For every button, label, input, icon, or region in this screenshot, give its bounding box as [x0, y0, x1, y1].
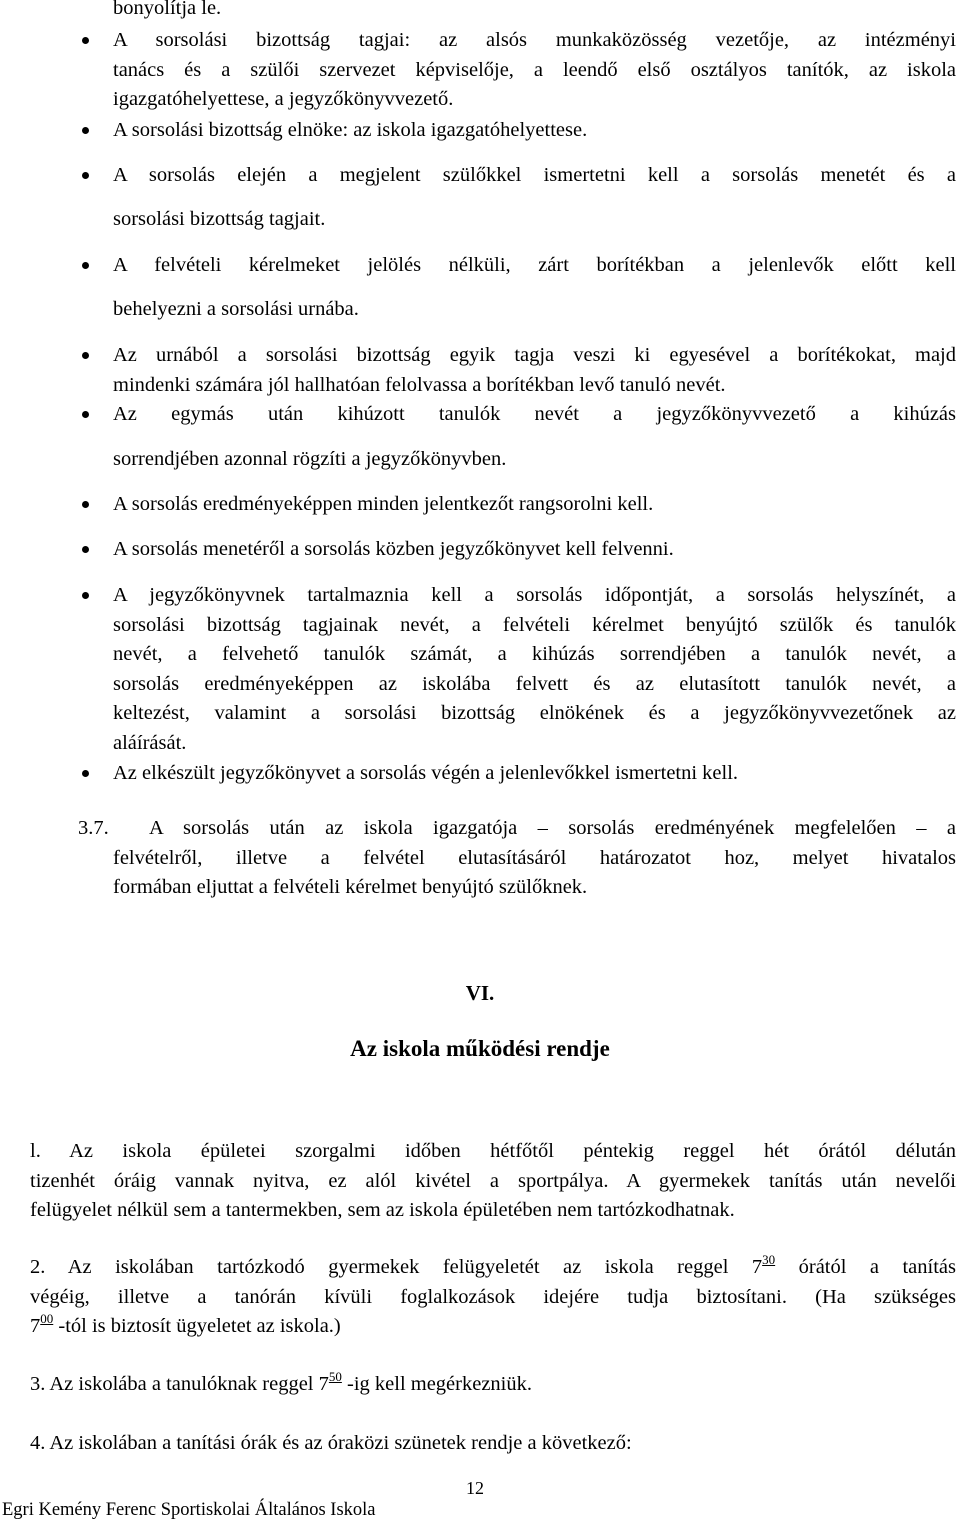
list-item: A sorsolási bizottság tagjai: az alsós munkaközösség vezetője, az intézményi tanács és a szülői szervezet képviselője, a leendő első osztályos tanítók, az iskola igazgatóhelyettese, a jegyzőkönyvvezető.: [113, 29, 956, 110]
list-item-cont: sorrendjében azonnal rögzíti a jegyzőkönyvben.: [113, 448, 507, 470]
bullet-icon: [82, 546, 89, 553]
list-item: Az elkészült jegyzőkönyvet a sorsolás végén a jelenlevőkkel ismertetni kell.: [113, 762, 739, 784]
bullet-icon: [82, 411, 89, 418]
list-item: Az urnából a sorsolási bizottság egyik tagja veszi ki egyesével a borítékokat, majd mindenki számára jól hallhatóan felolvassa a borítékban levő tanuló nevét.: [113, 344, 956, 396]
list-item: A jegyzőkönyvnek tartalmaznia kell a sorsolás időpontját, a sorsolás helyszínét, a sorsolási bizottság tagjainak nevét, a felvételi kérelmet benyújtó szülők és tanulók nevét, a felvehető tanulók számát, a kihúzás sorrendjében a tanulók nevét, a sorsolás eredményeképpen az iskolába felvett és az elutasított tanulók nevét, a keltezést, valamint a sorsolási bizottság elnökének és a jegyzőkönyvvezetőnek az aláírását.: [113, 584, 956, 754]
rule-paragraph-2: 2. Az iskolában tartózkodó gyermekek felügyeletét az iskola reggel $7^{30}$ órától a tanítás végéig, illetve a tanórán kívüli foglalkozások idejére tudja biztosítani. (Ha szükséges $7^{00}$ -tól is biztosít ügyeletet az iskola.): [30, 1252, 956, 1337]
list-item: Az egymás után kihúzott tanulók nevét a jegyzőkönyvvezető a kihúzás: [113, 403, 956, 425]
list-item-cont: behelyezni a sorsolási urnába.: [113, 298, 359, 320]
page-number: 12: [466, 1478, 484, 1498]
list-item: A sorsolás elején a megjelent szülőkkel ismertetni kell a sorsolás menetét és a: [113, 164, 956, 186]
list-item: A sorsolási bizottság elnöke: az iskola igazgatóhelyettese.: [113, 119, 588, 141]
section-number: 3.7.: [78, 817, 109, 839]
footer-school-name: Egri Kemény Ferenc Sportiskolai Általános Iskola: [2, 1500, 376, 1520]
list-item: A sorsolás menetéről a sorsolás közben jegyzőkönyvet kell felvenni.: [113, 538, 674, 560]
bullet-icon: [82, 37, 89, 44]
rule-paragraph-3: 3. Az iskolába a tanulóknak reggel $7^{50}$ -ig kell megérkezniük.: [30, 1369, 533, 1395]
rule-paragraph-4: 4. Az iskolában a tanítási órák és az óraközi szünetek rendje a következő:: [30, 1432, 632, 1454]
bullet-icon: [82, 127, 89, 134]
continued-text: bonyolítja le.: [113, 0, 222, 19]
list-item: A sorsolás eredményeképpen minden jelentkezőt rangsorolni kell.: [113, 493, 654, 515]
bullet-icon: [82, 501, 89, 508]
bullet-icon: [82, 770, 89, 777]
list-item: A felvételi kérelmeket jelölés nélküli, zárt borítékban a jelenlevők előtt kell: [113, 254, 956, 276]
bullet-icon: [82, 592, 89, 599]
rule-paragraph-1: l. Az iskola épületei szorgalmi időben hétfőtől péntekig reggel hét órától délután tizenhét óráig vannak nyitva, ez alól kivétel a sportpálya. A gyermekek tanítás után nevelői felügyelet nélkül sem a tantermekben, sem az iskola épületében nem tartózkodhatnak.: [30, 1140, 956, 1221]
bullet-icon: [82, 172, 89, 179]
section-paragraph: A sorsolás után az iskola igazgatója – sorsolás eredményének megfelelően – a felvételről, illetve a felvétel elutasításáról határozatot hoz, melyet hivatalos formában eljuttat a felvételi kérelmet benyújtó szülőknek.: [113, 817, 956, 898]
bullet-icon: [82, 262, 89, 269]
bullet-icon: [82, 352, 89, 359]
chapter-title: Az iskola működési rendje: [350, 1036, 610, 1061]
chapter-number: VI.: [465, 981, 495, 1005]
list-item-cont: sorsolási bizottság tagjait.: [113, 208, 326, 230]
